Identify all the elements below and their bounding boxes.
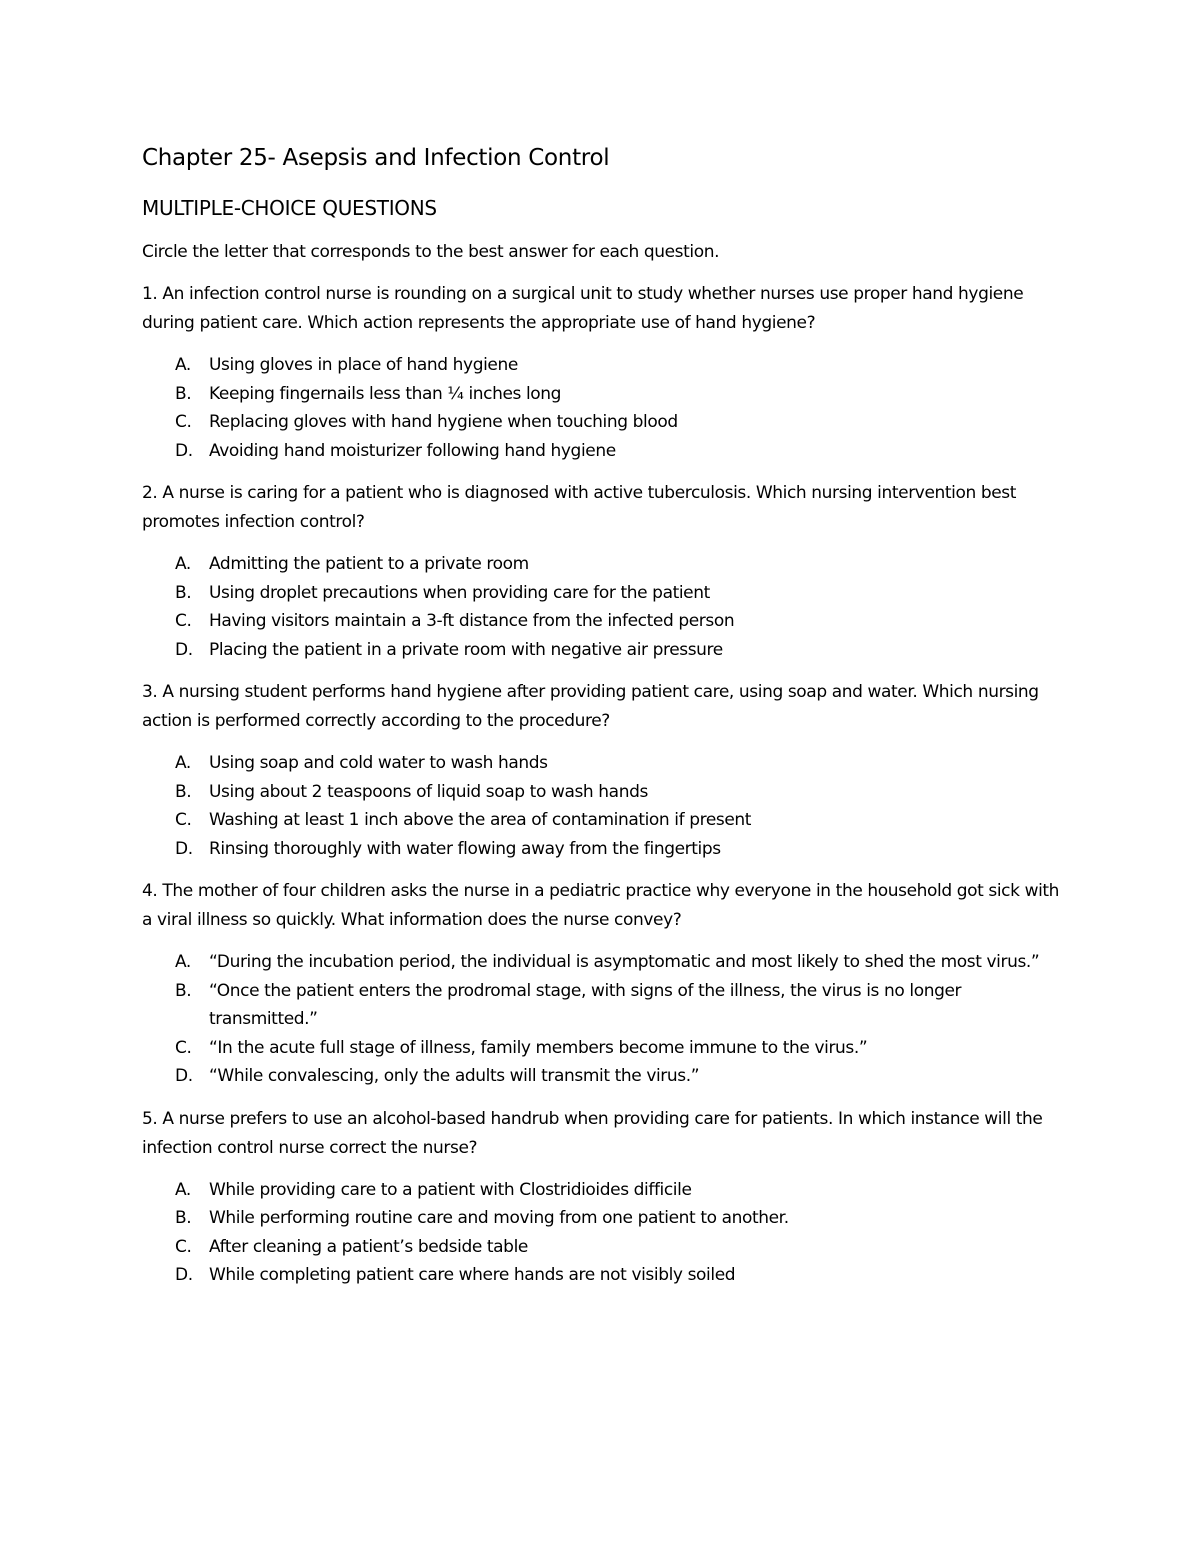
answer-options bbox=[142, 1176, 1062, 1290]
option-text: Placing the patient in a private room with negative air pressure bbox=[209, 639, 723, 660]
answer-option bbox=[142, 351, 1062, 380]
option-text: “Once the patient enters the prodromal stage, with signs of the illness, the virus is no longer transmitted.” bbox=[209, 980, 962, 1029]
option-text: Using soap and cold water to wash hands bbox=[209, 753, 548, 773]
option-letter: D. bbox=[175, 838, 193, 859]
answer-options bbox=[142, 550, 1062, 664]
answer-option bbox=[142, 437, 1062, 466]
option-letter: A. bbox=[175, 355, 191, 375]
question-stem: 1. An infection control nurse is rounding on a surgical unit to study whether nurses use proper hand hygiene during patient care. Which action represents the appropriate use of hand hygiene? bbox=[142, 284, 1024, 333]
option-letter: A. bbox=[175, 1179, 191, 1200]
option-letter: A. bbox=[175, 753, 191, 773]
question-2 bbox=[142, 479, 1062, 664]
option-text: Admitting the patient to a private room bbox=[209, 554, 529, 574]
option-text: Using droplet precautions when providing care for the patient bbox=[209, 582, 710, 603]
option-letter: B. bbox=[175, 980, 192, 1001]
option-text: Using gloves in place of hand hygiene bbox=[209, 355, 518, 375]
section-title: MULTIPLE-CHOICE QUESTIONS bbox=[142, 196, 437, 220]
question-1 bbox=[142, 280, 1062, 465]
answer-option bbox=[142, 408, 1062, 437]
option-text: “While convalescing, only the adults will transmit the virus.” bbox=[209, 1066, 700, 1086]
answer-option bbox=[142, 636, 1062, 665]
option-letter: C. bbox=[175, 1236, 192, 1257]
option-letter: C. bbox=[175, 810, 192, 830]
question-stem: 4. The mother of four children asks the nurse in a pediatric practice why everyone in the household got sick with a viral illness so quickly. What information does the nurse convey? bbox=[142, 881, 1060, 930]
option-text: While providing care to a patient with Clostridioides difficile bbox=[209, 1179, 692, 1200]
option-letter: D. bbox=[175, 639, 193, 660]
question-stem: 5. A nurse prefers to use an alcohol-based handrub when providing care for patients. In which instance will the infection control nurse correct the nurse? bbox=[142, 1108, 1043, 1158]
answer-options bbox=[142, 749, 1062, 863]
answer-option bbox=[142, 749, 1062, 778]
option-letter: D. bbox=[175, 1066, 193, 1086]
option-letter: B. bbox=[175, 383, 192, 404]
answer-option bbox=[142, 1233, 1062, 1262]
question-5 bbox=[142, 1105, 1062, 1290]
answer-option bbox=[142, 1034, 1062, 1063]
option-text: Using about 2 teaspoons of liquid soap to wash hands bbox=[209, 781, 648, 802]
question-4 bbox=[142, 877, 1062, 1091]
answer-options bbox=[142, 351, 1062, 465]
option-letter: A. bbox=[175, 952, 191, 972]
chapter-title: Chapter 25- Asepsis and Infection Control bbox=[142, 145, 610, 171]
option-text: While completing patient care where hands are not visibly soiled bbox=[209, 1265, 736, 1285]
option-letter: C. bbox=[175, 412, 192, 432]
option-letter: D. bbox=[175, 440, 193, 461]
option-text: Washing at least 1 inch above the area of contamination if present bbox=[209, 810, 752, 830]
answer-option bbox=[142, 1204, 1062, 1233]
answer-option bbox=[142, 550, 1062, 579]
answer-option bbox=[142, 806, 1062, 835]
option-text: Having visitors maintain a 3-ft distance from the infected person bbox=[209, 611, 735, 631]
answer-option bbox=[142, 778, 1062, 807]
answer-option bbox=[142, 607, 1062, 636]
option-letter: B. bbox=[175, 582, 192, 603]
answer-options bbox=[142, 948, 1062, 1091]
option-text: Replacing gloves with hand hygiene when touching blood bbox=[209, 412, 678, 432]
option-text: Keeping fingernails less than ¼ inches long bbox=[209, 383, 562, 404]
instructions: Circle the letter that corresponds to the best answer for each question. bbox=[142, 242, 720, 262]
question-3 bbox=[142, 678, 1062, 863]
answer-option bbox=[142, 1176, 1062, 1205]
option-letter: A. bbox=[175, 554, 191, 574]
answer-option bbox=[142, 1261, 1062, 1290]
answer-option bbox=[142, 977, 1062, 1034]
answer-option bbox=[142, 579, 1062, 608]
option-text: Rinsing thoroughly with water flowing away from the fingertips bbox=[209, 838, 721, 859]
option-letter: C. bbox=[175, 1037, 192, 1058]
option-text: “In the acute full stage of illness, family members become immune to the virus.” bbox=[209, 1037, 868, 1058]
option-text: “During the incubation period, the individual is asymptomatic and most likely to shed the most virus.” bbox=[209, 952, 1040, 972]
answer-option bbox=[142, 948, 1062, 977]
question-stem: 2. A nurse is caring for a patient who is diagnosed with active tuberculosis. Which nursing intervention best promotes infection control? bbox=[142, 483, 1017, 532]
option-letter: D. bbox=[175, 1265, 193, 1285]
option-letter: B. bbox=[175, 781, 192, 802]
answer-option bbox=[142, 835, 1062, 864]
option-text: After cleaning a patient’s bedside table bbox=[209, 1236, 528, 1257]
answer-option bbox=[142, 1062, 1062, 1091]
answer-option bbox=[142, 380, 1062, 409]
question-stem: 3. A nursing student performs hand hygiene after providing patient care, using soap and water. Which nursing action is performed correctly according to the procedure? bbox=[142, 682, 1039, 731]
option-text: Avoiding hand moisturizer following hand hygiene bbox=[209, 440, 616, 461]
document-page bbox=[142, 140, 1062, 1304]
option-letter: B. bbox=[175, 1208, 192, 1228]
option-text: While performing routine care and moving from one patient to another. bbox=[209, 1208, 789, 1228]
option-letter: C. bbox=[175, 611, 192, 631]
